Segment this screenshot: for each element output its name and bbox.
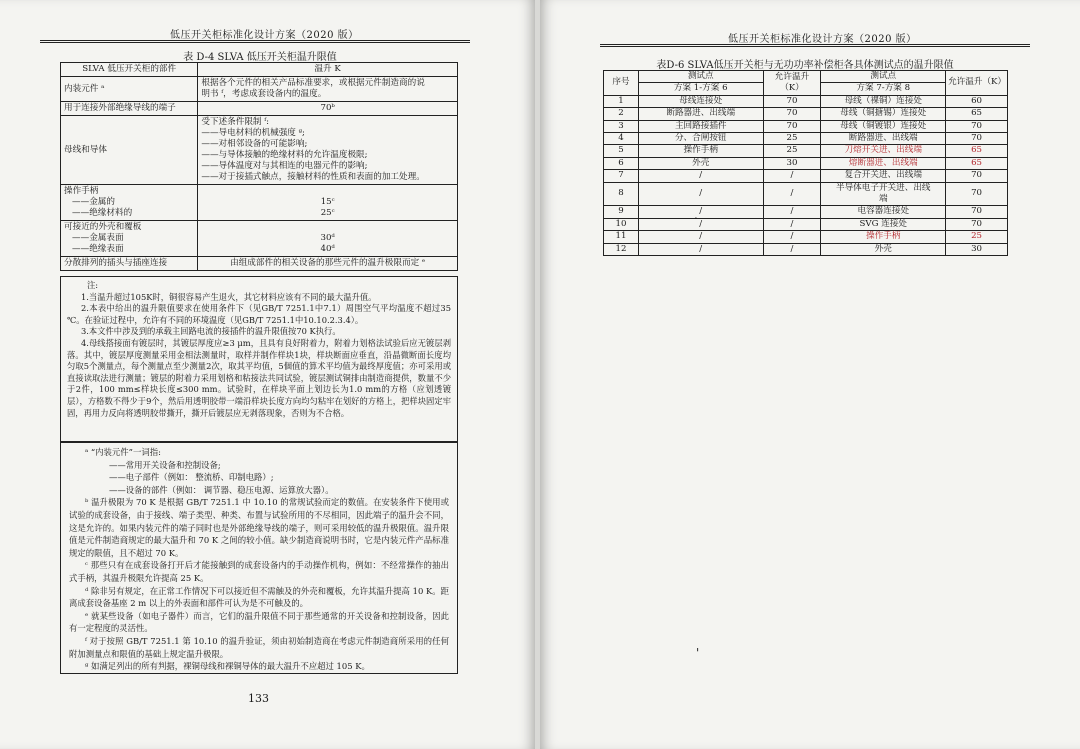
cell-point-a: 主回路接插件 [638, 120, 763, 132]
cell-no: 4 [604, 133, 639, 145]
table-d6-title: 表D-6 SLVA低压开关柜与无功功率补偿柜各具体测试点的温升限值 [656, 60, 954, 71]
table-d4-notes [60, 276, 458, 442]
cell-no: 11 [604, 231, 639, 243]
cell-point-b: 外壳 [821, 243, 946, 255]
cell-allow-b: 60 [946, 95, 1008, 107]
notes-heading: 注: [87, 280, 99, 290]
right-header-rule [600, 44, 1030, 47]
table-row [604, 133, 1008, 145]
row-handle-label: 操作手柄 ——金属的 ——绝缘材料的 [61, 185, 198, 221]
cell-allow-b: 70 [946, 170, 1008, 182]
cell-point-a: 分、合闸按钮 [638, 133, 763, 145]
footnote-d: ᵈ 除非另有规定，在正常工作情况下可以接近但不需触及的外壳和覆板，允许其温升提高 10 K。距离成套设备基座 2 m 以上的外表面和部件可认为是不可触及的。 [69, 585, 449, 609]
cell-point-b: 复合开关进、出线端 [821, 170, 946, 182]
table-row [61, 102, 458, 116]
cell-point-b: 母线（裸铜）连接处 [821, 95, 946, 107]
left-header-rule [40, 40, 470, 43]
footnote-g: ᵍ 如满足列出的所有判据，裸铜母线和裸铜导体的最大温升不应超过 105 K。 [85, 661, 370, 672]
cell-no: 7 [604, 170, 639, 182]
cell-point-a: / [638, 182, 763, 206]
cell-point-b: 电容器连接处 [821, 206, 946, 218]
cell-allow-b: 70 [946, 182, 1008, 206]
table-header-row [604, 71, 1008, 83]
footnote-a: ᵃ “内装元件”一词指: [85, 447, 161, 457]
cell-allow-a: 25 [763, 145, 821, 157]
header-temp: 温升 K [198, 63, 458, 77]
row-plug-text: 由组成部件的相关设备的那些元件的温升极限而定 ᵉ [198, 257, 458, 271]
cell-point-b: 半导体电子开关进、出线 端 [821, 182, 946, 206]
cell-allow-b: 65 [946, 145, 1008, 157]
footnote-e: ᵉ 就某些设备（如电子器件）而言，它们的温升限值不同于那些通常的开关设备和控制设备，因此有一定程度的灵活性。 [69, 610, 449, 634]
cell-point-b: 母线（铜镀银）连接处 [821, 120, 946, 132]
footnote-a-item-3: ——设备的部件（例如： 调节器、稳压电源、运算放大器）。 [109, 484, 334, 495]
table-row [61, 185, 458, 221]
cell-allow-a: / [763, 218, 821, 230]
cell-point-b: 刀熔开关进、出线端 [821, 145, 946, 157]
table-row [604, 243, 1008, 255]
page-number: 133 [248, 692, 269, 705]
table-row [604, 231, 1008, 243]
cell-point-a: / [638, 243, 763, 255]
cell-point-a: 母线连接处 [638, 95, 763, 107]
table-row [604, 206, 1008, 218]
row-handle-values: 15ᶜ 25ᶜ [198, 185, 458, 221]
cell-allow-a: 70 [763, 95, 821, 107]
cell-allow-a: 70 [763, 120, 821, 132]
cell-allow-a: 30 [763, 157, 821, 169]
header-allow-a: 允许温升（K） [763, 71, 821, 96]
right-running-header: 低压开关柜标准化设计方案（2020 版） [728, 34, 917, 45]
table-d4-title: 表 D-4 SLVA 低压开关柜温升限值 [183, 52, 337, 63]
table-row [61, 257, 458, 271]
table-row [604, 108, 1008, 120]
left-running-header: 低压开关柜标准化设计方案（2020 版） [170, 30, 359, 41]
note-4: 4.母线搭接面有镀层时，其镀层厚度应≥3 μm，且具有良好附着力，附着力划格法试验后应无镀层剥落。其中，镀层厚度测量采用金相法测量时，取样并制作样块1块，样块断面应垂直，沿晶微断面长度均匀取5个测量点，每个测量点至少测量2次，取其平均值，5個值的算术平均值为最终厚度值；亦可采用或直接读取法进行测量；镀层的附着力采用划格和粘接法共同试验，镀层测试铜排由制造商提供，数量不少于2件，100 mm≤样块长度≤300 mm。试验时，在样块平面上划边长为1.0 mm的方格（应划透镀层），方格数不得少于9个，然后用透明胶带一端沿样块长度方向均匀粘牢在划好的方格上，把样块固定牢固，再用力反向将透明胶带撕开，撕开后镀层应无剥落现象，否则为不合格。 [67, 337, 451, 418]
table-d4-footnotes [60, 442, 458, 674]
cell-no: 10 [604, 218, 639, 230]
cell-allow-a: / [763, 231, 821, 243]
header-point-b: 测试点 [821, 71, 946, 83]
cell-point-a: 外壳 [638, 157, 763, 169]
row-cover-label: 可接近的外壳和覆板 ——金属表面 ——绝缘表面 [61, 221, 198, 257]
cell-point-a: / [638, 170, 763, 182]
cell-allow-a: / [763, 182, 821, 206]
cell-point-b: 熔断器进、出线端 [821, 157, 946, 169]
cell-allow-b: 25 [946, 231, 1008, 243]
header-scheme-a: 方案 1-方案 6 [638, 83, 763, 95]
header-allow-b: 允许温升（K） [946, 71, 1008, 96]
cell-point-a: / [638, 206, 763, 218]
table-row [604, 170, 1008, 182]
footnote-f: ᶠ 对于按照 GB/T 7251.1 第 10.10 的温升验证，须由初始制造商在考虑元件制造商所采用的任何附加测量点和限值的基础上规定温升极限。 [69, 635, 449, 659]
table-row [61, 77, 458, 102]
cell-point-b: 断路器进、出线端 [821, 133, 946, 145]
cell-no: 3 [604, 120, 639, 132]
table-d6 [603, 70, 1008, 256]
table-row [604, 120, 1008, 132]
stray-mark: . [694, 208, 698, 222]
cell-allow-b: 30 [946, 243, 1008, 255]
cell-allow-a: 70 [763, 108, 821, 120]
header-part: SLVA 低压开关柜的部件 [61, 63, 198, 77]
header-scheme-b: 方案 7-方案 8 [821, 83, 946, 95]
table-d4 [60, 62, 458, 271]
table-row [604, 157, 1008, 169]
row-bus-label: 母线和导体 [61, 116, 198, 185]
row-builtin-text: 根据各个元件的相关产品标准要求，或根据元件制造商的说 明书 ᶠ，考虑成套设备内的温度。 [198, 77, 458, 102]
cell-no: 1 [604, 95, 639, 107]
cell-no: 5 [604, 145, 639, 157]
cell-allow-a: / [763, 243, 821, 255]
right-page [540, 0, 1080, 749]
cell-allow-a: 25 [763, 133, 821, 145]
table-row [61, 63, 458, 77]
row-bus-text: 受下述条件限制 ᶠ: ——导电材料的机械强度 ᵍ; ——对相邻设备的可能影响; ——与导体接触的绝缘材料的允许温度极限; ——导体温度对与其相连的电器元件的影响; ——对于接插式触点，接触材料的性质和表面的加工处理。 [198, 116, 458, 185]
footnote-b: ᵇ 温升极限为 70 K 是根据 GB/T 7251.1 中 10.10 的常规试验而定的数值。在安装条件下使用或试验的成套设备，由于接线、端子类型、种类、布置与试验所用的不尽相同，因此端子的温升会不同，这是允许的。如果内装元件的端子同时也是外部绝缘导线的端子，则可采用较低的温升极限值。温升限值是元件制造商规定的最大温升和 70 K 之间的较小值。缺少制造商说明书时，它是内装元件产品标准规定的限值，且不超过 70 K。 [69, 497, 449, 558]
cell-allow-b: 70 [946, 218, 1008, 230]
cell-allow-b: 70 [946, 133, 1008, 145]
left-page [0, 0, 535, 749]
cell-no: 6 [604, 157, 639, 169]
table-row [604, 145, 1008, 157]
cell-allow-b: 70 [946, 206, 1008, 218]
cell-allow-b: 70 [946, 120, 1008, 132]
header-seq: 序号 [604, 71, 639, 96]
cell-no: 2 [604, 108, 639, 120]
note-1: 1.当温升超过105K时，铜很容易产生退火，其它材料应该有不同的最大温升值。 [81, 291, 377, 302]
footnote-a-item-1: ——常用开关设备和控制设备; [109, 459, 221, 470]
row-terminal-value: 70ᵇ [198, 102, 458, 116]
row-cover-values: 30ᵈ 40ᵈ [198, 221, 458, 257]
note-2: 2.本表中给出的温升限值要求在使用条件下（见GB/T 7251.1中7.1）周围空气平均温度不超过35 ℃。在验证过程中，允许有不同的环境温度（见GB/T 7251.1中10.10.2.3.4）。 [67, 303, 451, 325]
footnote-a-item-2: ——电子部件（例如： 整流桥、印制电路）; [109, 472, 274, 483]
cell-point-b: SVG 连接处 [821, 218, 946, 230]
header-point-a: 测试点 [638, 71, 763, 83]
table-row [604, 218, 1008, 230]
note-3: 3.本文件中涉及到的承载主回路电流的接插件的温升限值按70 K执行。 [81, 326, 341, 337]
cell-point-b: 操作手柄 [821, 231, 946, 243]
cell-no: 12 [604, 243, 639, 255]
cell-allow-a: / [763, 170, 821, 182]
table-row [61, 116, 458, 185]
cell-allow-b: 65 [946, 108, 1008, 120]
cell-point-b: 母线（铜搪锡）连接处 [821, 108, 946, 120]
table-row [604, 182, 1008, 206]
table-row [61, 221, 458, 257]
cell-point-a: 断路器进、出线端 [638, 108, 763, 120]
cell-allow-b: 65 [946, 157, 1008, 169]
footnote-c: ᶜ 那些只有在成套设备打开后才能接触到的成套设备内的手动操作机构，例如：不经常操作的抽出式手柄，其温升极限允许提高 25 K。 [69, 560, 449, 583]
cell-point-a: / [638, 231, 763, 243]
row-builtin-label: 内装元件 ᵃ [61, 77, 198, 102]
cell-no: 8 [604, 182, 639, 206]
row-plug-label: 分散排列的插头与插座连接 [61, 257, 198, 271]
cell-allow-a: / [763, 206, 821, 218]
table-row [604, 95, 1008, 107]
cell-no: 9 [604, 206, 639, 218]
table-d6-body [604, 95, 1008, 255]
stray-mark: ' [696, 646, 700, 660]
row-terminal-label: 用于连接外部绝缘导线的端子 [61, 102, 198, 116]
cell-point-a: / [638, 218, 763, 230]
cell-point-a: 操作手柄 [638, 145, 763, 157]
